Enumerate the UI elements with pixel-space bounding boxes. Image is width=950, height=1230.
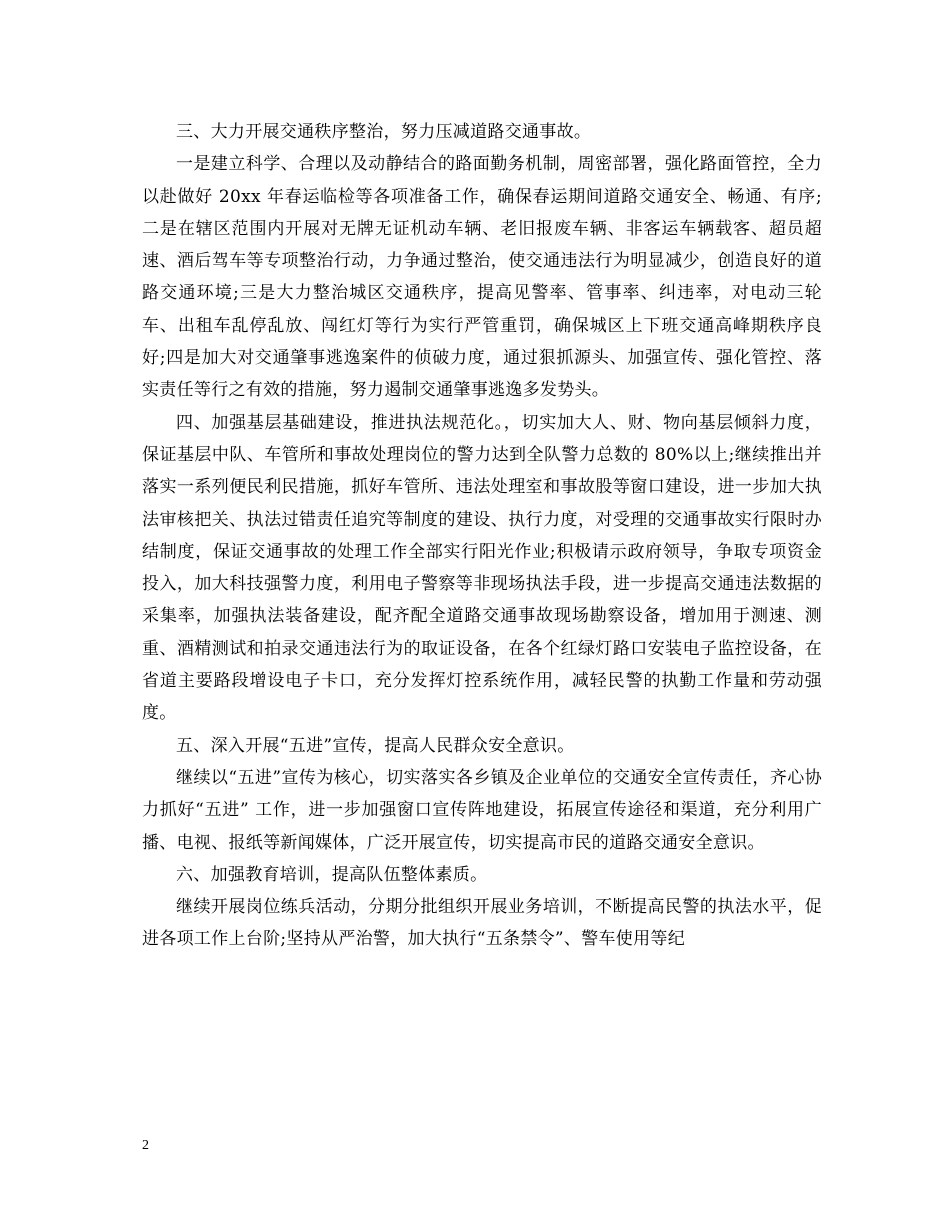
section-heading-training: 六、加强教育培训，提高队伍整体素质。 — [176, 864, 488, 885]
paragraph-training: 继续开展岗位练兵活动，分期分批组织开展业务培训，不断提高民警的执法水平，促进各项工作上台阶;坚持从严治警，加大执行“五条禁令”、警车使用等纪 — [142, 897, 822, 950]
paragraph-grassroots-construction: 四、加强基层基础建设，推进执法规范化。，切实加大人、财、物向基层倾斜力度，保证基层中队、车管所和事故处理岗位的警力达到全队警力总数的 80%以上;继续推出并落实一系列便民利民措施，抓好车管所、违法处理室和事故股等窗口建设，进一步加大执法审核把关、执法过错责任追究等制度的建设、执行力度，对受理的交通事故实行限时办结制度，保证交通事故的处理工作全部实行阳光作业;积极请示政府领导，争取专项资金投入，加大科技强警力度，利用电子警察等非现场执法手段，进一步提高交通违法数据的采集率，加强执法装备建设，配齐配全道路交通事故现场勘察设备，增加用于测速、测重、酒精测试和拍录交通违法行为的取证设备，在各个红绿灯路口安装电子监控设备，在省道主要路段增设电子卡口，充分发挥灯控系统作用，减轻民警的执勤工作量和劳动强度。 — [142, 412, 822, 724]
paragraph-traffic-measures: 一是建立科学、合理以及动静结合的路面勤务机制，周密部署，强化路面管控，全力以赴做好 20xx 年春运临检等各项准备工作，确保春运期间道路交通安全、畅通、有序;二是在辖区范围内开展对无牌无证机动车辆、老旧报废车辆、非客运车辆载客、超员超速、酒后驾车等专项整治行动，力争通过整治，使交通违法行为明显减少，创造良好的道路交通环境;三是大力整治城区交通秩序，提高见警率、管事率、纠违率，对电动三轮车、出租车乱停乱放、闯红灯等行为实行严管重罚，确保城区上下班交通高峰期秩序良好;四是加大对交通肇事逃逸案件的侦破力度，通过狠抓源头、加强宣传、强化管控、落实责任等行之有效的措施，努力遏制交通肇事逃逸多发势头。 — [142, 154, 822, 401]
document-body — [142, 116, 822, 956]
section-heading-traffic-order: 三、大力开展交通秩序整治，努力压减道路交通事故。 — [176, 122, 592, 142]
page-number: 2 — [142, 1138, 149, 1153]
paragraph-five-publicity: 继续以“五进”宣传为核心，切实落实各乡镇及企业单位的交通安全宣传责任，齐心协力抓好“五进” 工作，进一步加强窗口宣传阵地建设，拓展宣传途径和渠道，充分利用广播、电视、报纸等新闻媒体，广泛开展宣传，切实提高市民的道路交通安全意识。 — [142, 767, 822, 853]
section-heading-five-publicity: 五、深入开展“五进”宣传，提高人民群众安全意识。 — [176, 735, 575, 756]
